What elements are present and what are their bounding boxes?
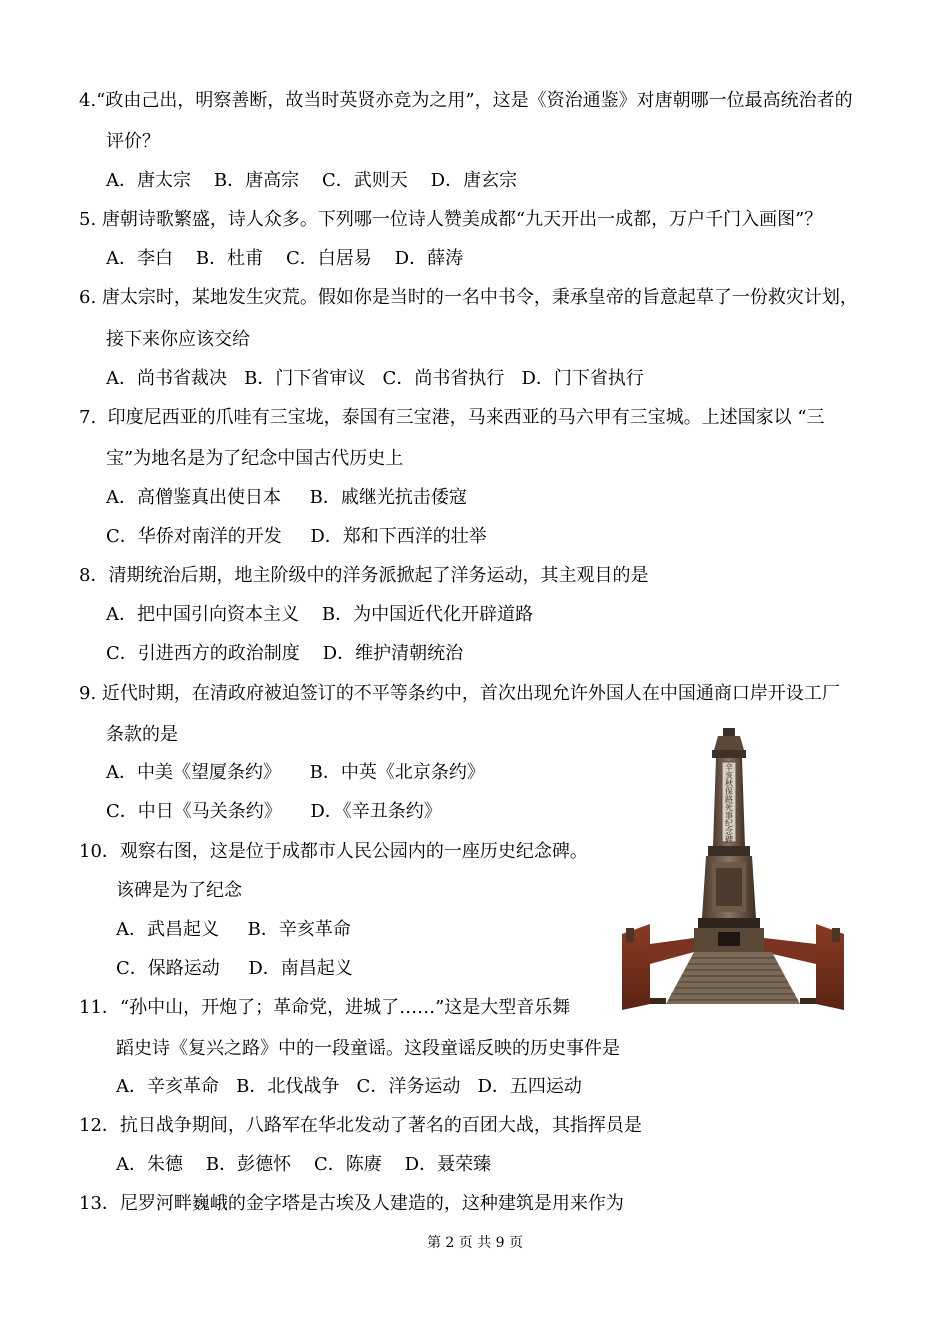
q10-stem-cont: 该碑是为了纪念 — [116, 880, 242, 901]
q9-stem: 9. 近代时期，在清政府被迫签订的不平等条约中，首次出现允许外国人在中国通商口岸开设工厂 — [79, 683, 840, 704]
q4-options: A．唐太宗 B．唐高宗 C．武则天 D．唐玄宗 — [106, 170, 518, 191]
q8-options-cd: C．引进西方的政治制度 D．维护清朝统治 — [106, 643, 464, 664]
q9-options-cd: C．中日《马关条约》 D．《辛丑条约》 — [106, 801, 442, 822]
q4-stem-cont: 评价？ — [106, 131, 160, 152]
q6-stem-cont: 接下来你应该交给 — [106, 329, 250, 350]
q5-stem: 5. 唐朝诗歌繁盛，诗人众多。下列哪一位诗人赞美成都“九天开出一成都，万户千门入画图”？ — [79, 209, 823, 230]
q9-options-ab: A．中美《望厦条约》 B．中英《北京条约》 — [106, 762, 485, 783]
q11-stem: 11．“孙中山，开炮了；革命党，进城了……”这是大型音乐舞 — [79, 997, 571, 1018]
q10-options-ab: A．武昌起义 B．辛亥革命 — [116, 919, 351, 940]
q11-stem-cont: 蹈史诗《复兴之路》中的一段童谣。这段童谣反映的历史事件是 — [116, 1038, 620, 1059]
q7-options-ab: A．高僧鉴真出使日本 B．戚继光抗击倭寇 — [106, 487, 467, 508]
q7-options-cd: C．华侨对南洋的开发 D．郑和下西洋的壮举 — [106, 526, 487, 547]
q9-stem-cont: 条款的是 — [106, 724, 178, 745]
monument-image — [622, 728, 844, 1010]
q13-stem: 13．尼罗河畔巍峨的金字塔是古埃及人建造的，这种建筑是用来作为 — [79, 1193, 624, 1214]
q12-stem: 12．抗日战争期间，八路军在华北发动了著名的百团大战，其指挥员是 — [79, 1115, 642, 1136]
q8-stem: 8．清期统治后期，地主阶级中的洋务派掀起了洋务运动，其主观目的是 — [79, 565, 649, 586]
q4-stem: 4.“政由己出，明察善断，故当时英贤亦竞为之用”，这是《资治通鉴》对唐朝哪一位最高统治者的 — [79, 90, 853, 111]
q6-options: A．尚书省裁决 B．门下省审议 C．尚书省执行 D．门下省执行 — [106, 368, 644, 389]
q7-stem: 7. 印度尼西亚的爪哇有三宝垅，泰国有三宝港，马来西亚的马六甲有三宝城。上述国家以 “三 — [79, 407, 825, 428]
q10-options-cd: C．保路运动 D．南昌起义 — [116, 958, 353, 979]
q6-stem: 6. 唐太宗时，某地发生灾荒。假如你是当时的一名中书令，秉承皇帝的旨意起草了一份救灾计划， — [79, 287, 858, 308]
q10-stem: 10．观察右图，这是位于成都市人民公园内的一座历史纪念碑。 — [79, 841, 588, 862]
monument-plaque-text: 辛亥秋保路死事纪念碑 — [725, 763, 733, 844]
q5-options: A．李白 B．杜甫 C．白居易 D．薛涛 — [106, 248, 464, 269]
q7-stem-cont: 宝”为地名是为了纪念中国古代历史上 — [106, 448, 404, 469]
q11-options: A．辛亥革命 B．北伐战争 C．洋务运动 D．五四运动 — [116, 1076, 582, 1097]
q12-options: A．朱德 B．彭德怀 C．陈赓 D．聂荣臻 — [116, 1154, 492, 1175]
page-footer: 第 2 页 共 9 页 — [426, 1235, 524, 1251]
q8-options-ab: A．把中国引向资本主义 B．为中国近代化开辟道路 — [106, 604, 534, 625]
